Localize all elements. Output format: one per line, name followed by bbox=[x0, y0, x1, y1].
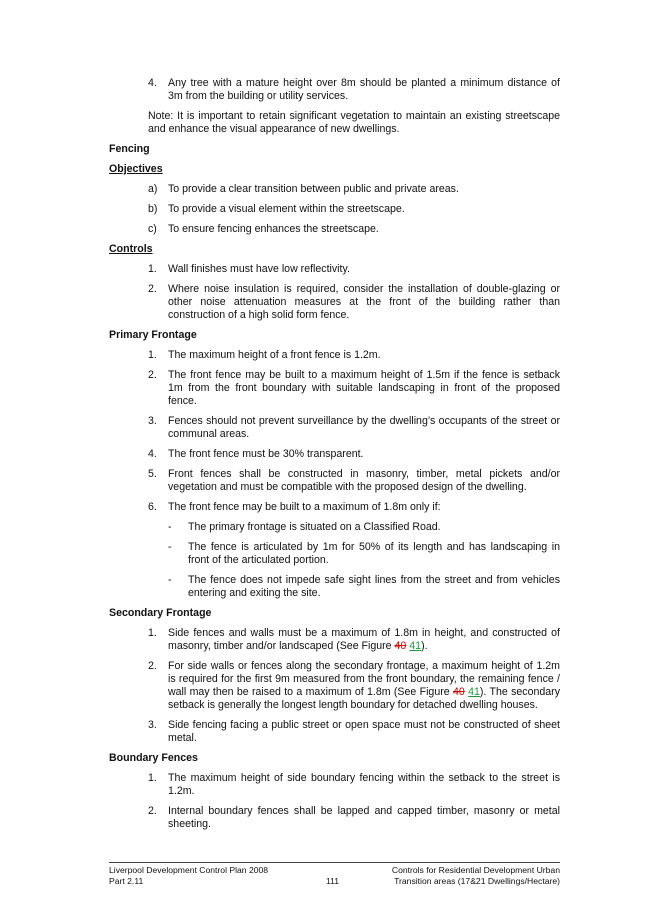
list-number: 1. bbox=[148, 627, 157, 639]
tree-item bbox=[148, 77, 560, 103]
footer-section-title: Controls for Residential Development Urban bbox=[391, 865, 560, 875]
deleted-figure-ref: 40 bbox=[394, 640, 407, 652]
primary-item bbox=[148, 448, 560, 461]
secondary-item bbox=[148, 719, 560, 745]
list-text: The front fence may be built to a maximum height of 1.5m if the fence is setback 1m from the front boundary with suitable landscaping in front of the proposed fence. bbox=[168, 369, 560, 407]
condition-item bbox=[168, 541, 560, 567]
footer-part: Part 2.11 bbox=[109, 876, 144, 886]
dash-bullet: - bbox=[168, 574, 172, 586]
list-text: The front fence may be built to a maximum of 1.8m only if: bbox=[168, 501, 441, 513]
list-number: 5. bbox=[148, 468, 157, 480]
inserted-figure-link[interactable]: 41 bbox=[468, 686, 480, 698]
list-text bbox=[168, 627, 560, 652]
section-heading-secondary-frontage: Secondary Frontage bbox=[109, 607, 212, 619]
footer-right bbox=[392, 865, 560, 887]
section-heading-fencing: Fencing bbox=[109, 143, 150, 155]
list-text: Front fences shall be constructed in masonry, timber, metal pickets and/or vegetation and must be compatible with the proposed design of the dwelling. bbox=[168, 468, 560, 493]
primary-item bbox=[148, 468, 560, 494]
list-number: 2. bbox=[148, 283, 157, 295]
list-number: 1. bbox=[148, 772, 157, 784]
list-text: Wall finishes must have low reflectivity. bbox=[168, 263, 350, 275]
section-heading-primary-frontage: Primary Frontage bbox=[109, 329, 197, 341]
primary-item bbox=[148, 369, 560, 408]
list-text: To provide a clear transition between public and private areas. bbox=[168, 183, 459, 195]
list-text: Side fencing facing a public street or open space must not be constructed of sheet metal. bbox=[168, 719, 560, 744]
list-text: Any tree with a mature height over 8m should be planted a minimum distance of 3m from the building or utility services. bbox=[168, 77, 560, 102]
list-number: a) bbox=[148, 183, 158, 195]
deleted-figure-ref: 40 bbox=[452, 686, 465, 698]
list-number: 4. bbox=[148, 77, 157, 89]
list-text: The primary frontage is situated on a Classified Road. bbox=[188, 521, 441, 533]
objective-item bbox=[148, 223, 560, 236]
list-number: 1. bbox=[148, 263, 157, 275]
list-text: The maximum height of a front fence is 1.2m. bbox=[168, 349, 381, 361]
primary-item bbox=[148, 501, 560, 514]
list-number: b) bbox=[148, 203, 158, 215]
objective-item bbox=[148, 183, 560, 196]
text-segment: ). The secondary setback is generally the longest length boundary for detached dwelling houses. bbox=[168, 686, 560, 711]
list-number: c) bbox=[148, 223, 157, 235]
control-item bbox=[148, 263, 560, 276]
primary-item bbox=[148, 415, 560, 441]
list-text: The maximum height of side boundary fencing within the setback to the street is 1.2m. bbox=[168, 772, 560, 797]
note-paragraph: Note: It is important to retain significant vegetation to maintain an existing streetscape and enhance the visual appearance of new dwellings. bbox=[148, 110, 560, 135]
list-text bbox=[168, 660, 560, 711]
list-text: The fence is articulated by 1m for 50% of its length and has landscaping in front of the articulated portion. bbox=[188, 541, 560, 566]
list-number: 3. bbox=[148, 719, 157, 731]
page-number: 111 bbox=[326, 876, 340, 886]
list-text: Fences should not prevent surveillance by the dwelling’s occupants of the street or communal areas. bbox=[168, 415, 560, 440]
list-number: 6. bbox=[148, 501, 157, 513]
subheading-controls: Controls bbox=[109, 243, 153, 255]
footer-doc-title: Liverpool Development Control Plan 2008 bbox=[109, 865, 269, 875]
inserted-figure-link[interactable]: 41 bbox=[409, 640, 422, 652]
list-number: 2. bbox=[148, 369, 157, 381]
list-text: The fence does not impede safe sight lines from the street and from vehicles entering and exiting the site. bbox=[188, 574, 560, 599]
list-number: 4. bbox=[148, 448, 157, 460]
list-number: 2. bbox=[148, 805, 157, 817]
list-number: 2. bbox=[148, 660, 157, 672]
list-number: 1. bbox=[148, 349, 157, 361]
text-segment: ). bbox=[421, 640, 428, 652]
list-text: To provide a visual element within the streetscape. bbox=[168, 203, 405, 215]
boundary-item bbox=[148, 805, 560, 831]
subheading-objectives: Objectives bbox=[109, 163, 163, 175]
dash-bullet: - bbox=[168, 541, 172, 553]
primary-item bbox=[148, 349, 560, 362]
footer-left bbox=[109, 865, 268, 887]
text-segment: For side walls or fences along the secondary frontage, a maximum height of 1.2m is required for the first 9m measured from the front boundary, the remaining fence / wall may then be raised to a maximum of 1.8m (See Figure bbox=[168, 660, 560, 698]
list-text: The front fence must be 30% transparent. bbox=[168, 448, 364, 460]
text-segment: Side fences and walls must be a maximum of 1.8m in height, and constructed of masonry, timber and/or landscaped (See Figure bbox=[168, 627, 560, 652]
condition-item bbox=[168, 521, 560, 534]
control-item bbox=[148, 283, 560, 322]
objective-item bbox=[148, 203, 560, 216]
page-footer bbox=[109, 862, 560, 886]
condition-item bbox=[168, 574, 560, 600]
list-text: To ensure fencing enhances the streetscape. bbox=[168, 223, 379, 235]
list-text: Where noise insulation is required, consider the installation of double-glazing or other noise attenuation measures at the front of the building rather than construction of a high solid form fence. bbox=[168, 283, 560, 321]
section-heading-boundary-fences: Boundary Fences bbox=[109, 752, 198, 764]
footer-section-subtitle: Transition areas (17&21 Dwellings/Hectare) bbox=[394, 876, 560, 886]
boundary-item bbox=[148, 772, 560, 798]
list-text: Internal boundary fences shall be lapped and capped timber, masonry or metal sheeting. bbox=[168, 805, 560, 830]
list-number: 3. bbox=[148, 415, 157, 427]
dash-bullet: - bbox=[168, 521, 172, 533]
secondary-item bbox=[148, 660, 560, 712]
secondary-item bbox=[148, 627, 560, 653]
